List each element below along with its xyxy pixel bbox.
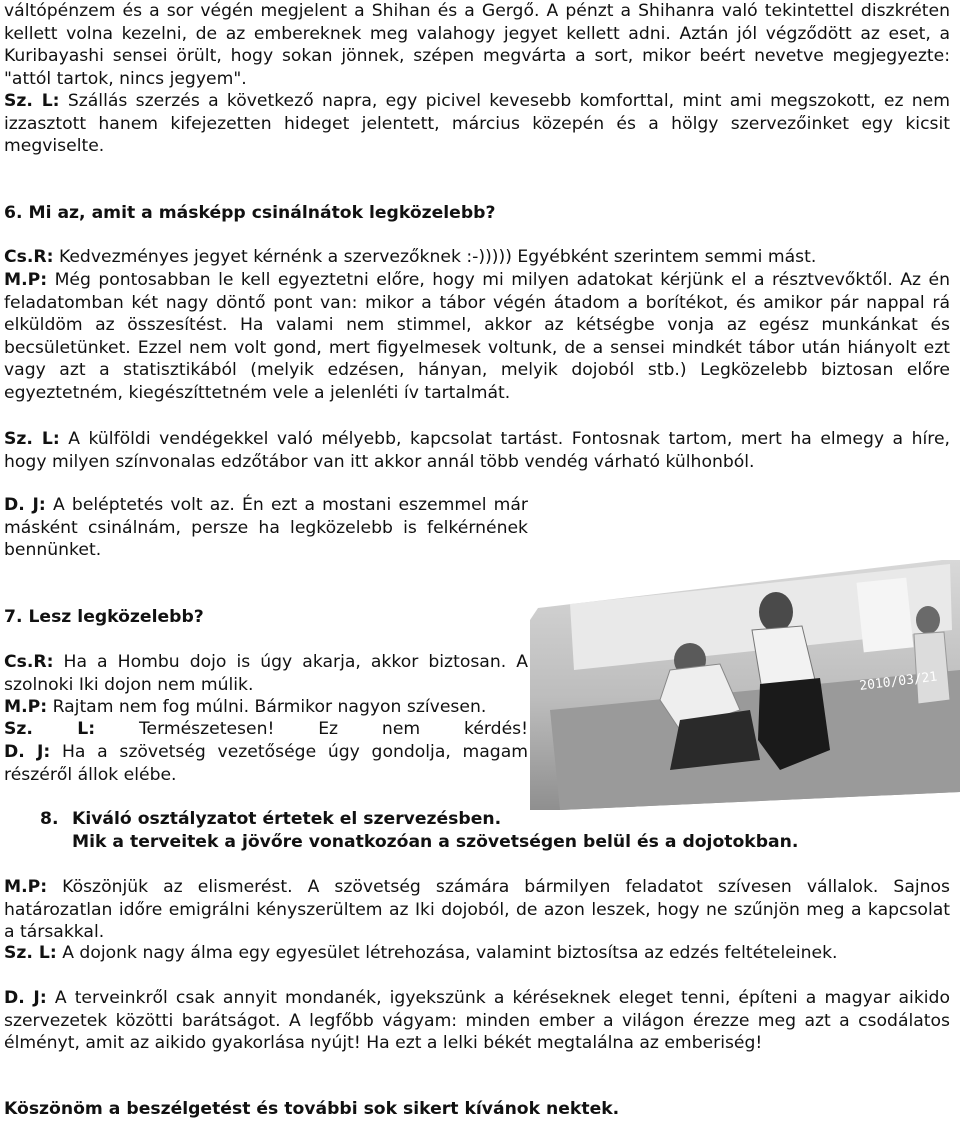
aikido-photo-image	[530, 560, 960, 810]
q7-answer-csr: Cs.R: Ha a Hombu dojo is úgy akarja, akkor biztosan. A szolnoki Iki dojon nem múlik.	[4, 652, 528, 695]
question-8-heading: 8. Kiváló osztályzatot értetek el szervezésben. Mik a terveitek a jövőre vonatkozóan a szövetségen belül és a dojotokban.	[40, 809, 799, 852]
szl-answer-paragraph: Sz. L: Szállás szerzés a következő napra, egy picivel kevesebb komforttal, mint ami megszokott, ez nem izzasztott hanem kifejezetten hideget jelentett, március közepén és a hölgy szervezőinket egy kicsit megviselte.	[4, 91, 950, 156]
q6-answer-szl: Sz. L: A külföldi vendégekkel való mélyebb, kapcsolat tartást. Fontosnak tartom, mert ha elmegy a híre, hogy milyen színvonalas edzőtábor van itt akkor annál több vendég várható külhonból.	[4, 429, 950, 472]
q8-answer-dj: D. J: A terveinkről csak annyit mondanék, igyekszünk a kéréseknek eleget tenni, építeni a magyar aikido szervezetek közötti barátságot. A legfőbb vágyam: minden ember a világon érezze meg azt a csodálatos élményt, amit az aikido gyakorlása nyújt! Ha ezt a lelki békét megtalálna az emberiség!	[4, 988, 950, 1053]
q8-answer-mp: M.P: Köszönjük az elismerést. A szövetség számára bármilyen feladatot szívesen vállalok. Sajnos határozatlan időre emigrálni kényszerültem az Iki dojoból, de azon leszek, hogy ne szűnjön meg a kapcsolat a társakkal.	[4, 877, 950, 942]
photo-date-stamp: 2010/03/21	[858, 669, 939, 694]
question-6-heading: 6. Mi az, amit a másképp csinálnátok legközelebb?	[4, 203, 496, 223]
intro-paragraph: váltópénzem és a sor végén megjelent a Shihan és a Gergő. A pénzt a Shihanra való tekintettel diszkréten kellett volna kezelni, de az embereknek meg valahogy jegyet kellett adni. Aztán jól végződött az eset, a Kuribayashi sensei örült, hogy sokan jönnek, szépen megvárta a sort, mikor beért nevetve megjegyezte: "attól tartok, nincs jegyem".	[4, 1, 950, 89]
q6-answer-csr: Cs.R: Kedvezményes jegyet kérnénk a szervezőknek :-))))) Egyébként szerintem semmi mást.	[4, 247, 817, 267]
q7-answer-szl: Sz. L: Természetesen! Ez nem kérdés!	[4, 719, 528, 739]
q8-answer-szl: Sz. L: A dojonk nagy álma egy egyesület létrehozása, valamint biztosítsa az edzés feltételeinek.	[4, 943, 838, 963]
aikido-photo	[530, 560, 960, 810]
closing-line: Köszönöm a beszélgetést és további sok sikert kívánok nektek.	[4, 1099, 620, 1119]
q7-answer-dj: D. J: Ha a szövetség vezetősége úgy gondolja, magam részéről állok elébe.	[4, 742, 528, 785]
q6-answer-dj: D. J: A beléptetés volt az. Én ezt a mostani eszemmel már másként csinálnám, persze ha legközelebb is felkérnének bennünket.	[4, 495, 528, 560]
q7-answer-mp: M.P: Rajtam nem fog múlni. Bármikor nagyon szívesen.	[4, 697, 487, 717]
q6-answer-mp: M.P: Még pontosabban le kell egyeztetni előre, hogy mi milyen adatokat kérjünk el a résztvevőktől. Az én feladatomban két nagy döntő pont van: mikor a tábor végén átadom a borítékot, és amikor pár nappal rá elküldöm az összesítést. Ha valami nem stimmel, akkor az kétségbe vonja az egész munkánkat és becsületünket. Ezzel nem volt gond, mert figyelmesek voltunk, de a sensei mindkét tábor után hiányolt ezt vagy azt a statisztikából (melyik edzésen, hányan, melyik dojoból stb.) Legközelebb biztosan előre egyeztetném, kiegészíttetném vele a jelenléti ív tartalmát.	[4, 270, 950, 403]
question-7-heading: 7. Lesz legközelebb?	[4, 607, 204, 627]
